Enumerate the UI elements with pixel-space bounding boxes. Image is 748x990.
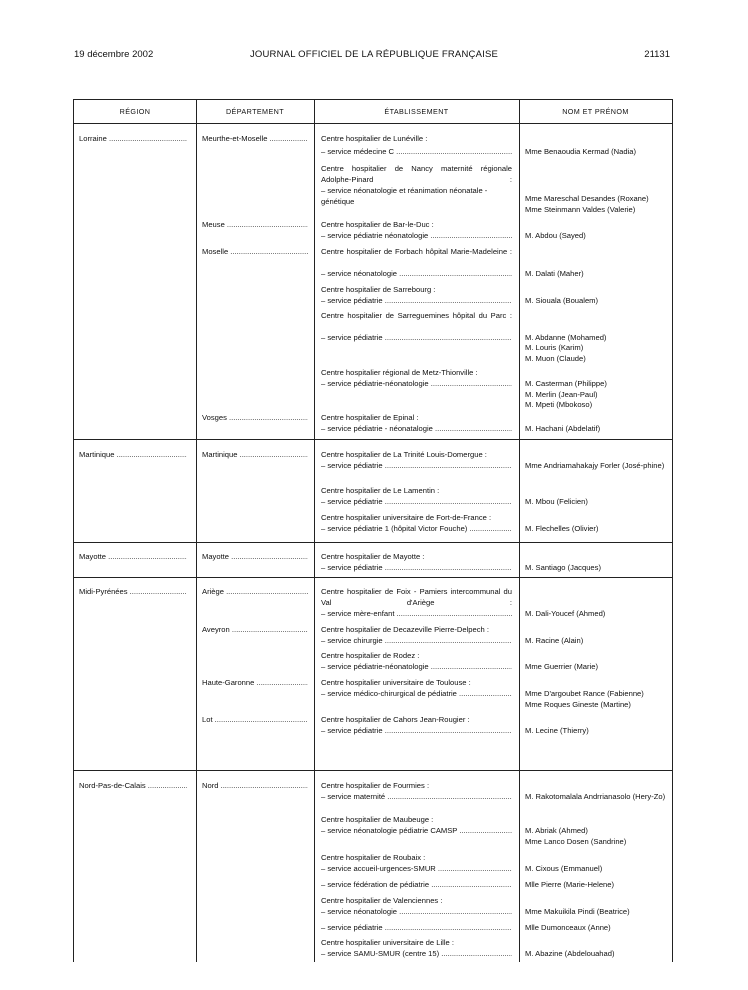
etablissement-name: Centre hospitalier universitaire de Lille : [321,938,454,947]
etablissement-name: Centre hospitalier de Maubeuge : [321,815,434,824]
column-divider [196,100,197,962]
appointments-table [73,99,673,962]
service-name: – service pédiatrie-néonatologie ..... [321,379,512,390]
person-name: M. Abazine (Abdelouahad) [525,949,615,958]
service-name: – service pédiatrie 1 (hôpital Victor Fouche) ..... [321,524,512,535]
service-name: – service fédération de pédiatrie ..... [321,880,512,891]
departement-name: Nord ..... [202,781,308,792]
person-name: M. Muon (Claude) [525,354,586,363]
etablissement-name: Centre hospitalier universitaire de Fort-de-France : [321,513,492,522]
person-name: Mme Benaoudia Kermad (Nadia) [525,147,637,156]
person-name: M. Dali-Youcef (Ahmed) [525,609,606,618]
departement-name: Meuse ..... [202,220,308,231]
etablissement-name: Centre hospitalier de Bar-le-Duc : [321,220,434,229]
column-divider [519,100,520,962]
etablissement-name: Centre hospitalier de Foix - Pamiers intercommunal du Val d'Ariège : [321,587,512,607]
person-name: M. Abriak (Ahmed) [525,826,588,835]
person-name: M. Lecine (Thierry) [525,726,589,735]
departement-name: Mayotte ..... [202,552,308,563]
etablissement-name: Centre hospitalier de Cahors Jean-Rougier : [321,715,470,724]
column-header-etablissement: ÉTABLISSEMENT [384,107,449,116]
person-name: M. Hachani (Abdelatif) [525,424,601,433]
service-name: – service médico-chirurgical de pédiatrie ..... [321,689,512,700]
etablissement-name: Centre hospitalier de Mayotte : [321,552,425,561]
departement-name: Ariège ..... [202,587,308,598]
person-name: M. Casterman (Philippe) [525,379,607,388]
service-name: – service pédiatrie ..... [321,296,512,307]
person-name: Mlle Pierre (Marie-Helene) [525,880,615,889]
departement-name: Martinique ..... [202,450,308,461]
service-name: – service pédiatrie ..... [321,563,512,574]
person-name: Mme Roques Gineste (Martine) [525,700,631,709]
person-name: M. Rakotomalala Andrrianasolo (Hery-Zo) [525,792,666,801]
etablissement-name: Centre hospitalier de Nancy maternité régionale Adolphe-Pinard : [321,164,512,184]
departement-name: Haute-Garonne ..... [202,678,308,689]
header-title: JOURNAL OFFICIEL DE LA RÉPUBLIQUE FRANÇAISE [249,49,499,60]
region-separator [74,439,672,440]
person-name: M. Racine (Alain) [525,636,584,645]
etablissement-name: Centre hospitalier de Roubaix : [321,853,426,862]
region-name: Martinique ..... [79,450,187,461]
service-name: – service SAMU-SMUR (centre 15) ..... [321,949,512,960]
etablissement-name: Centre hospitalier de Sarreguemines hôpital du Parc : [321,311,512,320]
person-name: M. Mbou (Felicien) [525,497,588,506]
person-name: M. Dalati (Maher) [525,269,584,278]
column-divider [314,100,315,962]
service-name: – service pédiatrie néonatologie ..... [321,231,512,242]
etablissement-name: Centre hospitalier de Lunéville : [321,134,428,143]
departement-name: Lot ..... [202,715,308,726]
service-name: – service pédiatrie ..... [321,923,512,934]
etablissement-name: Centre hospitalier de Sarrebourg : [321,285,436,294]
service-name: – service pédiatrie ..... [321,461,512,472]
service-name: – service chirurgie ..... [321,636,512,647]
etablissement-name: Centre hospitalier de Epinal : [321,413,419,422]
etablissement-name: Centre hospitalier de Forbach hôpital Marie-Madeleine : [321,247,512,256]
person-name: Mme Steinmann Valdes (Valerie) [525,205,636,214]
etablissement-name: Centre hospitalier universitaire de Toulouse : [321,678,471,687]
person-name: Mme Mareschal Desandes (Roxane) [525,194,649,203]
etablissement-name: Centre hospitalier de Rodez : [321,651,420,660]
etablissement-name: Centre hospitalier de La Trinité Louis-Domergue : [321,450,487,459]
service-name: – service mère-enfant ..... [321,609,512,620]
region-separator [74,770,672,771]
service-name: – service pédiatrie ..... [321,333,512,344]
etablissement-name: Centre hospitalier de Le Lamentin : [321,486,440,495]
service-name: – service pédiatrie-néonatologie ..... [321,662,512,673]
service-name: – service accueil-urgences-SMUR ..... [321,864,512,875]
region-name: Midi-Pyrénées ..... [79,587,187,598]
column-header-nom: NOM ET PRÉNOM [562,107,629,116]
service-name: – service néonatologie ..... [321,269,512,280]
person-name: M. Santiago (Jacques) [525,563,601,572]
departement-name: Vosges ..... [202,413,308,424]
departement-name: Aveyron ..... [202,625,308,636]
person-name: M. Mpeti (Mbokoso) [525,400,593,409]
person-name: M. Flechelles (Olivier) [525,524,599,533]
person-name: Mme Lanco Dosen (Sandrine) [525,837,627,846]
person-name: Mme D'argoubet Rance (Fabienne) [525,689,644,698]
region-separator [74,577,672,578]
service-name: – service pédiatrie - néonatalogie ..... [321,424,512,435]
person-name: M. Merlin (Jean-Paul) [525,390,598,399]
person-name: M. Cixous (Emmanuel) [525,864,603,873]
person-name: Mme Makuikila Pindi (Beatrice) [525,907,630,916]
departement-name: Moselle ..... [202,247,308,258]
departement-name: Meurthe-et-Moselle ..... [202,134,308,145]
person-name: M. Siouala (Boualem) [525,296,599,305]
person-name: Mme Andriamahakajy Forler (José-phine) [525,461,665,470]
region-name: Nord-Pas-de-Calais ..... [79,781,187,792]
service-name: – service maternité ..... [321,792,512,803]
service-name: – service néonatologie ..... [321,907,512,918]
etablissement-name: Centre hospitalier de Fourmies : [321,781,430,790]
header-rule [74,123,672,124]
person-name: M. Abdanne (Mohamed) [525,333,607,342]
region-name: Mayotte ..... [79,552,187,563]
page-number: 21131 [644,49,670,60]
person-name: M. Louris (Karim) [525,343,584,352]
etablissement-name: Centre hospitalier régional de Metz-Thionville : [321,368,478,377]
person-name: Mlle Dumonceaux (Anne) [525,923,611,932]
column-header-region: RÉGION [119,107,151,116]
region-separator [74,542,672,543]
person-name: M. Abdou (Sayed) [525,231,586,240]
region-name: Lorraine ..... [79,134,187,145]
header-date: 19 décembre 2002 [74,49,154,60]
service-name: – service pédiatrie ..... [321,497,512,508]
service-name: – service pédiatrie ..... [321,726,512,737]
etablissement-name: Centre hospitalier de Valenciennes : [321,896,443,905]
etablissement-name: Centre hospitalier de Decazeville Pierre-Delpech : [321,625,489,634]
service-name: – service médecine C ..... [321,147,512,158]
column-header-departement: DÉPARTEMENT [225,107,285,116]
service-name: – service néonatologie et réanimation néonatale - génétique [321,186,488,206]
service-name: – service néonatologie pédiatrie CAMSP ..... [321,826,512,837]
person-name: Mme Guerrier (Marie) [525,662,598,671]
